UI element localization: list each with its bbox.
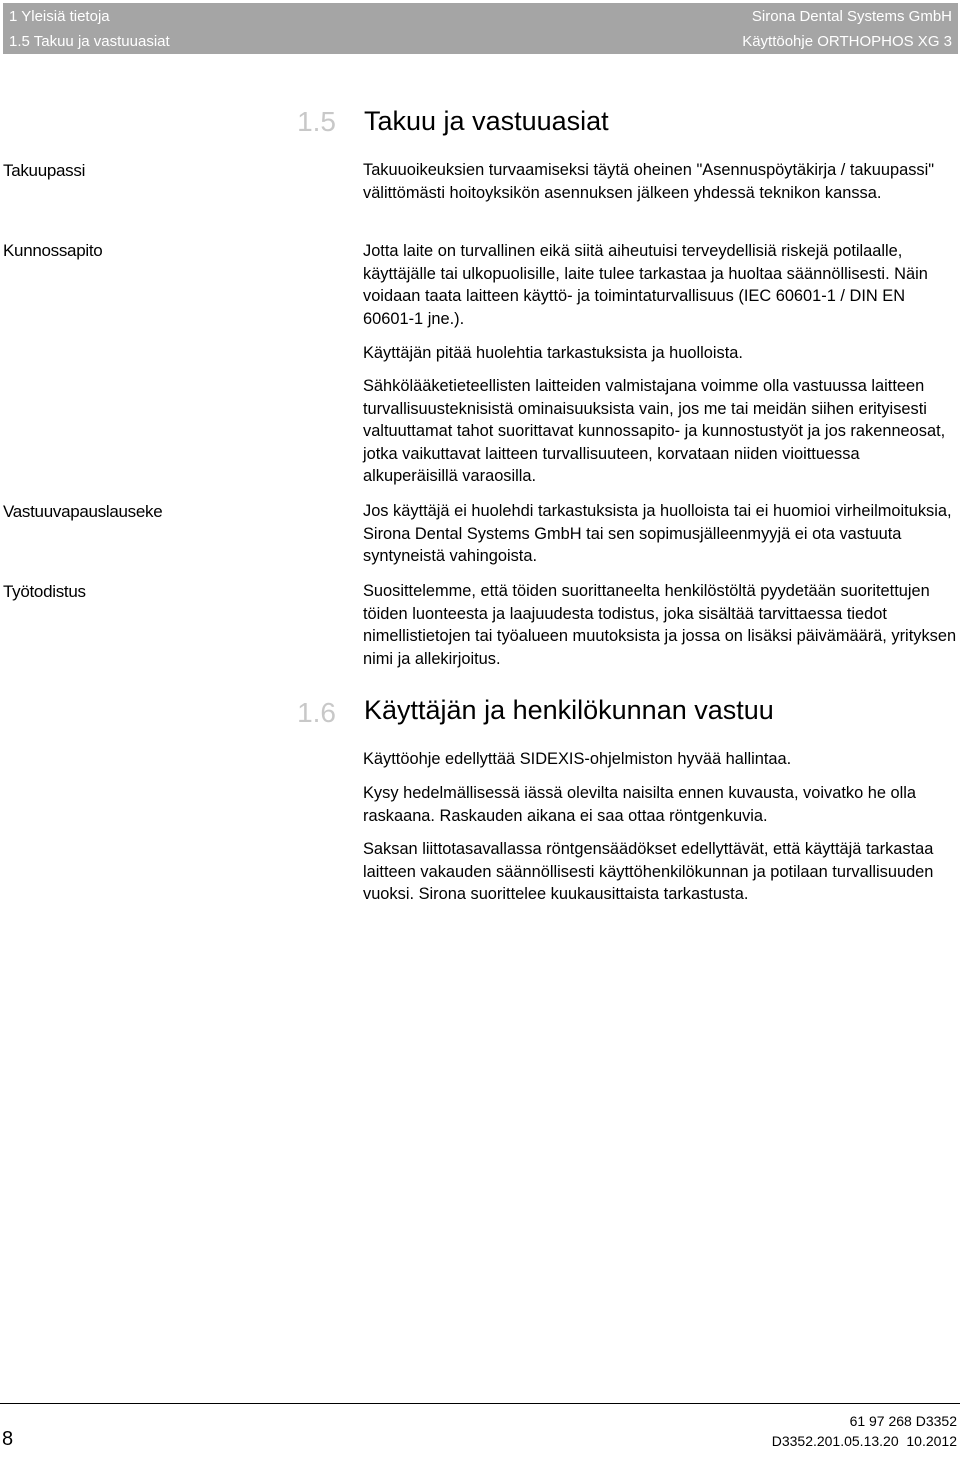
margin-label-warranty: Takuupassi	[3, 161, 86, 180]
paragraph-pregnancy: Kysy hedelmällisessä iässä olevilta naisilta ennen kuvausta, voivatko he olla raskaana. Raskauden aikana ei saa ottaa röntgenkuvia.	[363, 784, 917, 825]
running-header	[3, 3, 958, 54]
paragraph-disclaimer: Jos käyttäjä ei huolehdi tarkastuksista ja huolloista tai ei huomioi virheilmoituksia, Sirona Dental Systems GmbH tai sen sopimusjälleenmyyjä ei ota vastuuta syntyneistä vahingoista.	[363, 502, 952, 565]
section-title: Takuu ja vastuuasiat	[364, 106, 609, 136]
margin-label-work-certificate: Työtodistus	[3, 582, 86, 601]
footer-doc-number: 61 97 268 D3352	[849, 1413, 957, 1429]
footer-date: 10.2012	[906, 1433, 957, 1449]
paragraph-sidexis: Käyttöohje edellyttää SIDEXIS-ohjelmiston hyvää hallintaa.	[363, 750, 792, 768]
header-section: 1.5 Takuu ja vastuuasiat	[9, 33, 170, 50]
header-company: Sirona Dental Systems GmbH	[751, 8, 952, 25]
margin-label-maintenance: Kunnossapito	[3, 241, 103, 260]
section-number: 1.6	[297, 697, 336, 728]
header-chapter: 1 Yleisiä tietoja	[9, 8, 110, 25]
footer-doc-code: D3352.201.05.13.20	[771, 1433, 899, 1449]
paragraph-work-certificate: Suosittelemme, että töiden suorittaneelta henkilöstöltä pyydetään suoritettujen töiden luonteesta ja laajuudesta todistus, joka sisältää tarvittaessa tiedot nimellistietojen tai työalueen muutoksista ja jossa on lisäksi päivämäärä, yrityksen nimi ja allekirjoitus.	[363, 582, 957, 668]
section-number: 1.5	[297, 106, 336, 137]
section-title: Käyttäjän ja henkilökunnan vastuu	[364, 695, 774, 725]
page-number: 8	[2, 1428, 14, 1450]
paragraph-user-responsibility: Käyttäjän pitää huolehtia tarkastuksista ja huolloista.	[363, 344, 743, 362]
paragraph-maintenance: Jotta laite on turvallinen eikä siitä aiheutuisi terveydellisiä riskejä potilaalle, käyttäjälle tai ulkopuolisille, laite tulee tarkastaa ja huoltaa säännöllisesti. Näin voidaan taata laitteen käyttö- ja toimintaturvallisuus (IEC 60601-1 / DIN EN 60601-1 jne.).	[363, 242, 928, 328]
paragraph-warranty: Takuuoikeuksien turvaamiseksi täytä oheinen "Asennuspöytäkirja / takuupassi" välittömästi hoitoyksikön asennuksen jälkeen yhdessä teknikon kanssa.	[363, 161, 935, 202]
margin-label-disclaimer: Vastuuvapauslauseke	[3, 502, 163, 521]
paragraph-manufacturer-liability: Sähkölääketieteellisten laitteiden valmistajana voimme olla vastuussa laitteen turvallisuusteknisistä ominaisuuksista vain, jos me tai meidän siihen erityisesti valtuuttamat tahot suorittavat kunnossapito- ja kunnostustyöt ja jos rakenneosat, jotka vaikuttavat laitteen turvallisuuteen, korvataan niiden vioittuessa alkuperäisillä varaosilla.	[363, 377, 946, 485]
footer-divider	[0, 1403, 960, 1404]
footer-doc-code-date	[772, 1433, 957, 1450]
header-manual: Käyttöohje ORTHOPHOS XG 3	[742, 33, 952, 50]
paragraph-xray-regulations: Saksan liittotasavallassa röntgensäädökset edellyttävät, että käyttäjä tarkastaa laitteen vakauden säännöllisesti käyttöhenkilökunnan ja potilaan turvallisuuden vuoksi. Sirona suorittelee kuukausittaista tarkastusta.	[363, 840, 934, 903]
